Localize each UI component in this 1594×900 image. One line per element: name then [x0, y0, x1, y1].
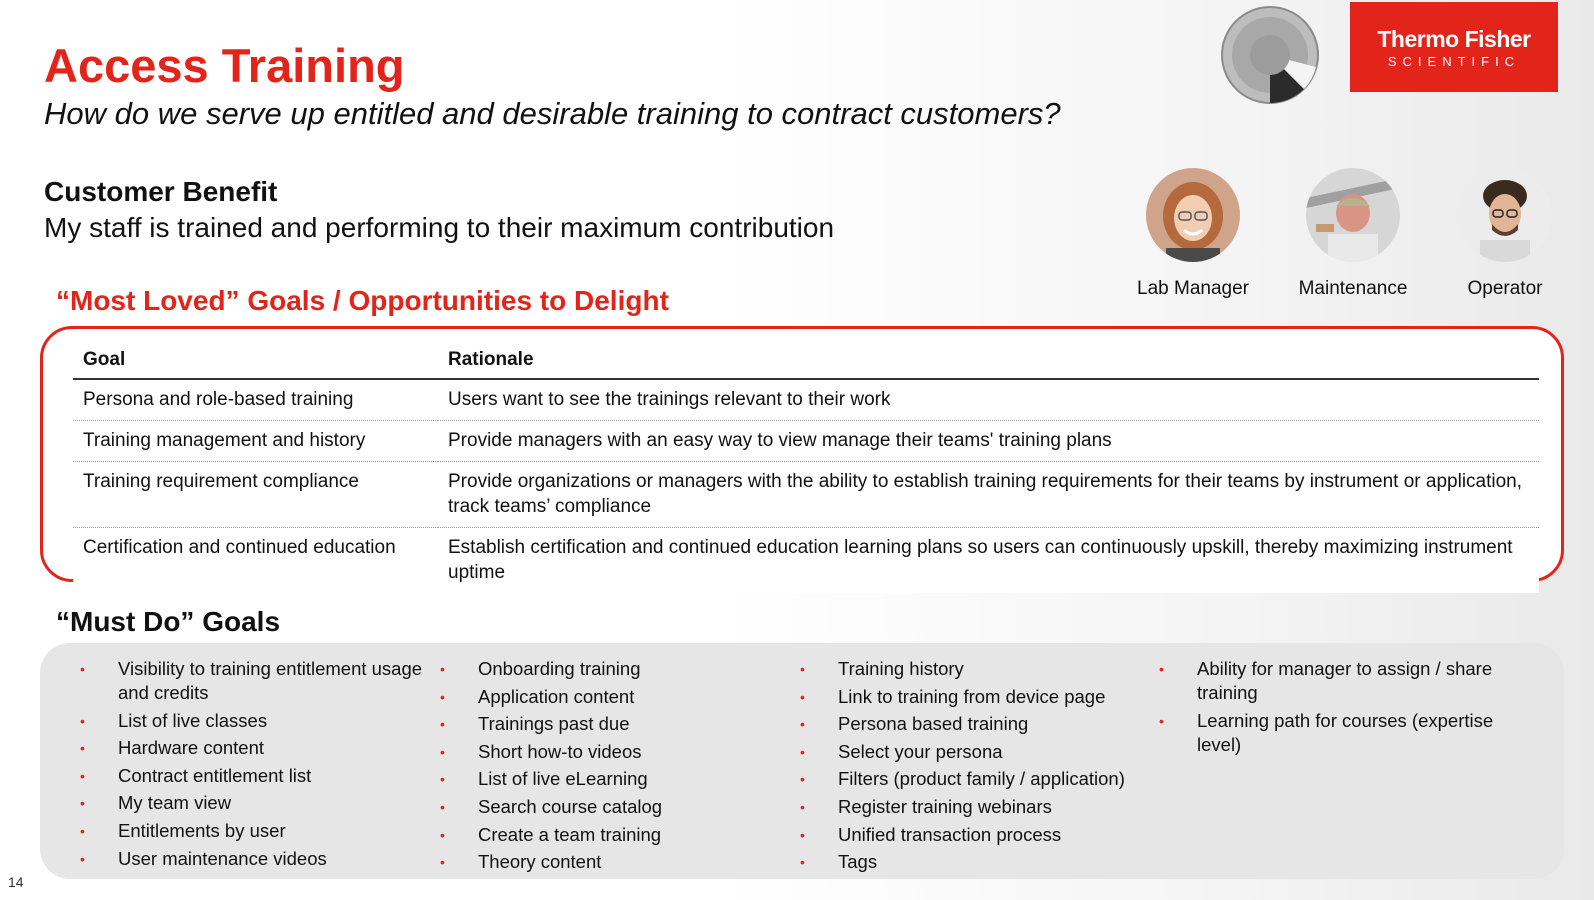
- list-item: [440, 657, 790, 681]
- table-header-row: [73, 343, 1539, 379]
- list-item: [1159, 657, 1519, 705]
- page-title: Access Training: [44, 39, 405, 92]
- list-item: [800, 740, 1150, 764]
- list-item: [440, 823, 790, 847]
- progress-wheel-graphic: [1220, 5, 1320, 105]
- list-item-text: Ability for manager to assign / share training: [1197, 658, 1493, 703]
- list-item-text: User maintenance videos: [118, 847, 327, 869]
- bullet-icon: •: [800, 716, 805, 733]
- goal-cell: Training management and history: [73, 421, 438, 462]
- maintenance-avatar: [1306, 168, 1400, 262]
- most-loved-heading: “Most Loved” Goals / Opportunities to Delight: [56, 285, 669, 316]
- rationale-cell: Users want to see the trainings relevant to their work: [438, 379, 1539, 421]
- customer-benefit-heading: Customer Benefit: [44, 176, 278, 207]
- list-item-text: Theory content: [478, 851, 602, 873]
- bullet-icon: •: [800, 771, 805, 788]
- bullet-icon: •: [440, 771, 445, 788]
- persona-label: Lab Manager: [1137, 278, 1249, 299]
- bullet-icon: •: [800, 661, 805, 677]
- bullet-icon: •: [80, 712, 85, 729]
- bullet-icon: •: [800, 743, 805, 760]
- list-item: [800, 685, 1150, 709]
- column-header-rationale: Rationale: [438, 343, 1539, 379]
- list-item-text: Select your persona: [838, 740, 1003, 762]
- must-do-heading: “Must Do” Goals: [56, 606, 281, 637]
- bullet-icon: •: [440, 688, 445, 705]
- table-row: [73, 421, 1539, 462]
- goal-cell: Persona and role-based training: [73, 379, 438, 421]
- operator-avatar: [1458, 168, 1552, 262]
- list-item: [440, 740, 790, 764]
- list-item-text: Short how-to videos: [478, 740, 642, 762]
- bullet-icon: •: [440, 854, 445, 871]
- list-item: [80, 657, 430, 705]
- list-item: [440, 767, 790, 791]
- list-item: [80, 709, 430, 733]
- list-item-text: Application content: [478, 685, 635, 707]
- goals-table: [73, 343, 1539, 593]
- list-item-text: My team view: [118, 792, 232, 814]
- bullet-icon: •: [440, 798, 445, 815]
- list-item: [440, 712, 790, 736]
- bullet-icon: •: [440, 743, 445, 760]
- lab-manager-avatar: [1146, 168, 1240, 262]
- page-number: 14: [8, 874, 24, 890]
- bullet-icon: •: [800, 826, 805, 843]
- list-item: [800, 823, 1150, 847]
- persona-label: Maintenance: [1298, 278, 1408, 299]
- list-item-text: Entitlements by user: [118, 819, 286, 841]
- bullet-icon: •: [800, 798, 805, 815]
- rationale-cell: Establish certification and continued education learning plans so users can continuously upskill, thereby maximizing instrument uptime: [448, 537, 1513, 583]
- logo-line1: Thermo Fisher: [1377, 26, 1531, 52]
- list-item-text: Filters (product family / application): [838, 768, 1125, 790]
- list-item: [80, 791, 430, 815]
- list-item: [80, 819, 430, 843]
- bullet-icon: •: [80, 850, 85, 867]
- list-item-text: List of live classes: [118, 709, 268, 731]
- bullet-icon: •: [80, 767, 85, 784]
- must-do-column-1: [80, 657, 430, 874]
- list-item-text: Create a team training: [478, 823, 662, 845]
- bullet-icon: •: [800, 688, 805, 705]
- column-header-goal: Goal: [73, 343, 438, 379]
- page-subtitle: How do we serve up entitled and desirable training to contract customers?: [44, 96, 1061, 131]
- list-item: [800, 767, 1150, 791]
- list-item-text: Learning path for courses (expertise level): [1197, 709, 1494, 755]
- list-item-text: Visibility to training entitlement usage and credits: [118, 658, 423, 703]
- logo-line2: SCIENTIFIC: [1387, 54, 1521, 69]
- rationale-cell: Provide organizations or managers with the ability to establish training requirements for their teams by instrument or application, track teams’ compliance: [438, 462, 1539, 528]
- persona-lab-manager: [1123, 168, 1263, 300]
- list-item-text: Contract entitlement list: [118, 764, 312, 786]
- list-item-text: Trainings past due: [478, 713, 630, 735]
- goal-cell: Certification and continued education: [83, 537, 396, 558]
- list-item-text: List of live eLearning: [478, 768, 648, 790]
- persona-label: Operator: [1467, 278, 1543, 299]
- list-item: [440, 795, 790, 819]
- list-item: [800, 712, 1150, 736]
- list-item-text: Link to training from device page: [838, 685, 1106, 707]
- bullet-icon: •: [80, 822, 85, 839]
- table-row: [73, 462, 1539, 528]
- list-item-text: Register training webinars: [838, 795, 1052, 817]
- bullet-icon: •: [80, 795, 85, 812]
- thermo-fisher-logo: [1350, 2, 1558, 92]
- list-item-text: Tags: [838, 851, 878, 873]
- list-item: [440, 850, 790, 874]
- table-row: [73, 379, 1539, 421]
- list-item-text: Training history: [838, 658, 964, 679]
- must-do-column-2: [440, 657, 790, 878]
- bullet-icon: •: [80, 661, 85, 677]
- bullet-icon: •: [440, 716, 445, 733]
- list-item-text: Persona based training: [838, 713, 1029, 735]
- list-item-text: Hardware content: [118, 737, 265, 759]
- goal-cell: Training requirement compliance: [73, 462, 438, 528]
- bullet-icon: •: [80, 740, 85, 757]
- list-item: [1159, 709, 1519, 757]
- list-item: [800, 657, 1150, 681]
- persona-operator: [1435, 168, 1575, 300]
- rationale-cell: Provide managers with an easy way to view manage their teams' training plans: [438, 421, 1539, 462]
- bullet-icon: •: [800, 854, 805, 871]
- bullet-icon: •: [440, 826, 445, 843]
- list-item: [80, 736, 430, 760]
- list-item: [800, 795, 1150, 819]
- must-do-column-3: [800, 657, 1150, 878]
- list-item: [80, 847, 430, 871]
- table-row: [73, 528, 1539, 594]
- bullet-icon: •: [1159, 661, 1164, 677]
- customer-benefit-text: My staff is trained and performing to their maximum contribution: [44, 212, 835, 243]
- list-item: [800, 850, 1150, 874]
- list-item: [80, 764, 430, 788]
- bullet-icon: •: [440, 661, 445, 677]
- list-item-text: Unified transaction process: [838, 823, 1062, 845]
- list-item-text: Onboarding training: [478, 658, 641, 679]
- bullet-icon: •: [1159, 712, 1164, 729]
- must-do-column-4: [1159, 657, 1519, 760]
- persona-maintenance: [1283, 168, 1423, 300]
- list-item-text: Search course catalog: [478, 795, 663, 817]
- list-item: [440, 685, 790, 709]
